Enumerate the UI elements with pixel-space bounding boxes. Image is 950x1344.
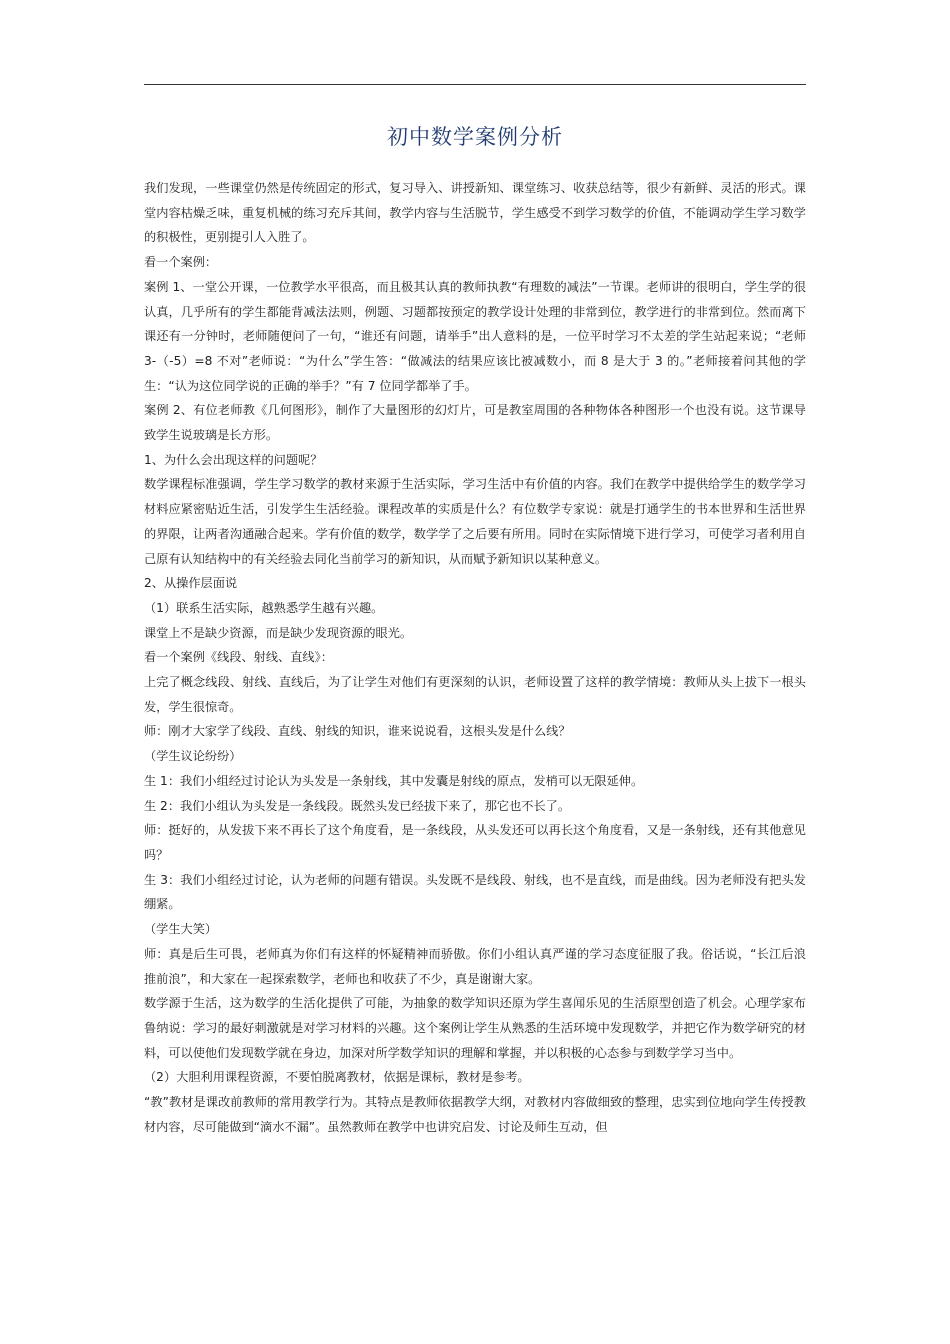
paragraph: 看一个案例：: [144, 255, 218, 270]
paragraph: 生 1：我们小组经过讨论认为头发是一条射线，其中发囊是射线的原点，发梢可以无限延伸。: [144, 773, 644, 788]
paragraph: 师：挺好的，从发拔下来不再长了这个角度看，是一条线段，从头发还可以再长这个角度看，又是一条射线，还有其他意见吗？: [144, 823, 806, 862]
section-heading: 1、为什么会出现这样的问题呢？: [144, 452, 323, 467]
header-rule: [144, 84, 806, 85]
paragraph: （学生议论纷纷）: [144, 749, 242, 764]
paragraph: 数学源于生活，这为数学的生活化提供了可能，为抽象的数学知识还原为学生喜闻乐见的生活原型创造了机会。心理学家布鲁纳说：学习的最好刺激就是对学习材料的兴趣。这个案例让学生从熟悉的生活环境中发现数学，并把它作为数学研究的材料，可以使他们发现数学就在身边，加深对所学数学知识的理解和掌握，并以积极的心态参与到数学学习当中。: [144, 996, 806, 1060]
section-heading: 2、从操作层面说: [144, 576, 238, 591]
subsection-heading: （2）大胆利用课程资源，不要怕脱离教材，依据是课标，教材是参考。: [144, 1070, 530, 1085]
paragraph: 案例 2、有位老师教《几何图形》，制作了大量图形的幻灯片，可是教室周围的各种物体各种图形一个也没有说。这节课导致学生说玻璃是长方形。: [144, 403, 806, 443]
paragraph: 师：刚才大家学了线段、直线、射线的知识，谁来说说看，这根头发是什么线？: [144, 724, 571, 739]
paragraph: 我们发现，一些课堂仍然是传统固定的形式，复习导入、讲授新知、课堂练习、收获总结等，很少有新鲜、灵活的形式。课堂内容枯燥乏味，重复机械的练习充斥其间，教学内容与生活脱节，学生感受不到学习数学的价值，不能调动学生学习数学的积极性，更别提引人入胜了。: [144, 181, 806, 245]
paragraph: 生 2：我们小组认为头发是一条线段。既然头发已经拔下来了，那它也不长了。: [144, 798, 571, 813]
paragraph: 生 3：我们小组经过讨论，认为老师的问题有错误。头发既不是线段、射线，也不是直线，而是曲线。因为老师没有把头发绷紧。: [144, 872, 806, 912]
paragraph: 上完了概念线段、射线、直线后，为了让学生对他们有更深刻的认识，老师设置了这样的教学情境：教师从头上拔下一根头发，学生很惊奇。: [144, 675, 806, 714]
page-title: 初中数学案例分析: [387, 125, 563, 149]
paragraph: 数学课程标准强调，学生学习数学的教材来源于生活实际，学习生活中有价值的内容。我们在教学中提供给学生的数学学习材料应紧密贴近生活，引发学生生活经验。课程改革的实质是什么？有位数学专家说：就是打通学生的书本世界和生活世界的界限，让两者沟通融合起来。学有价值的数学，数学学了之后要有所用。同时在实际情境下进行学习，可使学习者利用自己原有认知结构中的有关经验去同化当前学习的新知识，从而赋予新知识以某种意义。: [144, 477, 806, 566]
paragraph: “教”教材是课改前教师的常用教学行为。其特点是教师依据教学大纲，对教材内容做细致的整理，忠实到位地向学生传授教材内容，尽可能做到“滴水不漏”。虽然教师在教学中也讲究启发、讨论及师生互动，但: [144, 1095, 806, 1134]
paragraph: 师：真是后生可畏，老师真为你们有这样的怀疑精神而骄傲。你们小组认真严谨的学习态度征服了我。俗话说，“长江后浪推前浪”，和大家在一起探索数学，老师也和收获了不少，真是谢谢大家。: [144, 946, 806, 986]
paragraph: （学生大笑）: [144, 922, 218, 937]
paragraph: 课堂上不是缺少资源，而是缺少发现资源的眼光。: [144, 625, 413, 640]
paragraph: 看一个案例《线段、射线、直线》：: [144, 650, 333, 665]
paragraph: 案例 1、一堂公开课，一位教学水平很高，而且极其认真的教师执教“有理数的减法”一节课。老师讲的很明白，学生学的很认真，几乎所有的学生都能背减法法则，例题、习题都按预定的教学设计处理的非常到位，教学进行的非常到位。然而离下课还有一分钟时，老师随便问了一句，“谁还有问题，请举手”出人意料的是，一位平时学习不太差的学生站起来说；“老师 3-（-5）=8 不对”老师说：“为什么”学生答：“做减法的结果应该比被减数小，而 8 是大于 3 的。”老师接着问其他的学生：“认为这位同学说的正确的举手？”有 7 位同学都举了手。: [144, 279, 806, 393]
subsection-heading: （1）联系生活实际，越熟悉学生越有兴趣。: [144, 600, 384, 615]
document-body: [144, 176, 806, 1139]
